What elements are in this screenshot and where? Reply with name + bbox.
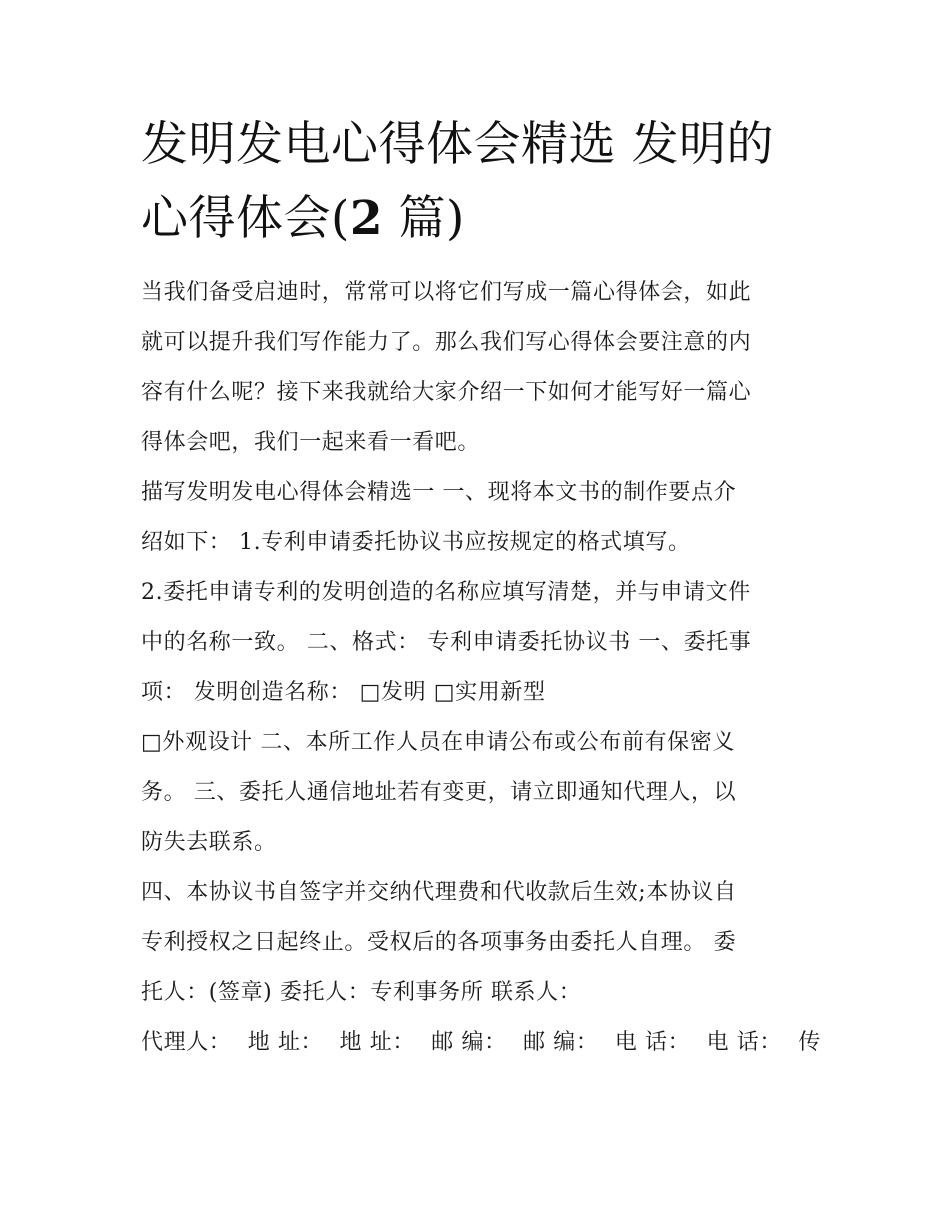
title-line-2-suffix: 篇) [383, 191, 465, 246]
paragraph-intro [141, 268, 821, 468]
paragraph-effectiveness [141, 868, 821, 1018]
paragraph-line: 中的名称一致。 二、格式： 专利申请委托协议书 一、委托事 [141, 630, 752, 655]
field-label-address: 地 址： [339, 1030, 415, 1055]
paragraph-line: 就可以提升我们写作能力了。那么我们写心得体会要注意的内 [141, 330, 752, 355]
title-count: 2 [349, 191, 384, 246]
field-label-fax: 传 [798, 1030, 821, 1055]
paragraph-line: 项： 发明创造名称： □发明 □实用新型 [141, 680, 546, 705]
contact-fields-line [141, 1018, 821, 1068]
paragraph-line: 得体会吧，我们一起来看一看吧。 [141, 430, 481, 455]
paragraph-line: 专利授权之日起终止。受权后的各项事务由委托人自理。 委 [141, 930, 737, 955]
paragraph-line: 四、本协议书自签字并交纳代理费和代收款后生效;本协议自 [141, 880, 737, 905]
paragraph-line: 当我们备受启迪时，常常可以将它们写成一篇心得体会，如此 [141, 280, 752, 305]
paragraph-line: 务。 三、委托人通信地址若有变更，请立即通知代理人，以 [141, 780, 737, 805]
paragraph-format [141, 568, 821, 718]
document-title [141, 108, 821, 256]
paragraph-line: □外观设计 二、本所工作人员在申请公布或公布前有保密义 [141, 730, 735, 755]
title-line-2-text: 心得体会( [141, 191, 350, 246]
title-line-2 [141, 182, 821, 256]
field-label-phone: 电 话： [614, 1030, 691, 1055]
paragraph-confidentiality [141, 718, 821, 868]
paragraph-instructions [141, 468, 821, 568]
paragraph-line: 描写发明发电心得体会精选一 一、现将本文书的制作要点介 [141, 480, 737, 505]
document-content [141, 108, 821, 1068]
field-label-postcode: 邮 编： [523, 1030, 599, 1055]
field-label-agent: 代理人： [141, 1030, 232, 1055]
field-label-phone: 电 话： [706, 1030, 782, 1055]
title-line-1: 发明发电心得体会精选 发明的 [141, 117, 774, 172]
paragraph-line: 防失去联系。 [141, 830, 277, 855]
paragraph-line: 容有什么呢？接下来我就给大家介绍一下如何才能写好一篇心 [141, 380, 752, 405]
paragraph-line: 绍如下： 1.专利申请委托协议书应按规定的格式填写。 [141, 530, 691, 555]
field-label-address: 地 址： [247, 1030, 324, 1055]
paragraph-line: 托人：(签章) 委托人：专利事务所 联系人： [141, 980, 582, 1005]
paragraph-line: 2.委托申请专利的发明创造的名称应填写清楚，并与申请文件 [141, 580, 751, 605]
field-label-postcode: 邮 编： [431, 1030, 507, 1055]
